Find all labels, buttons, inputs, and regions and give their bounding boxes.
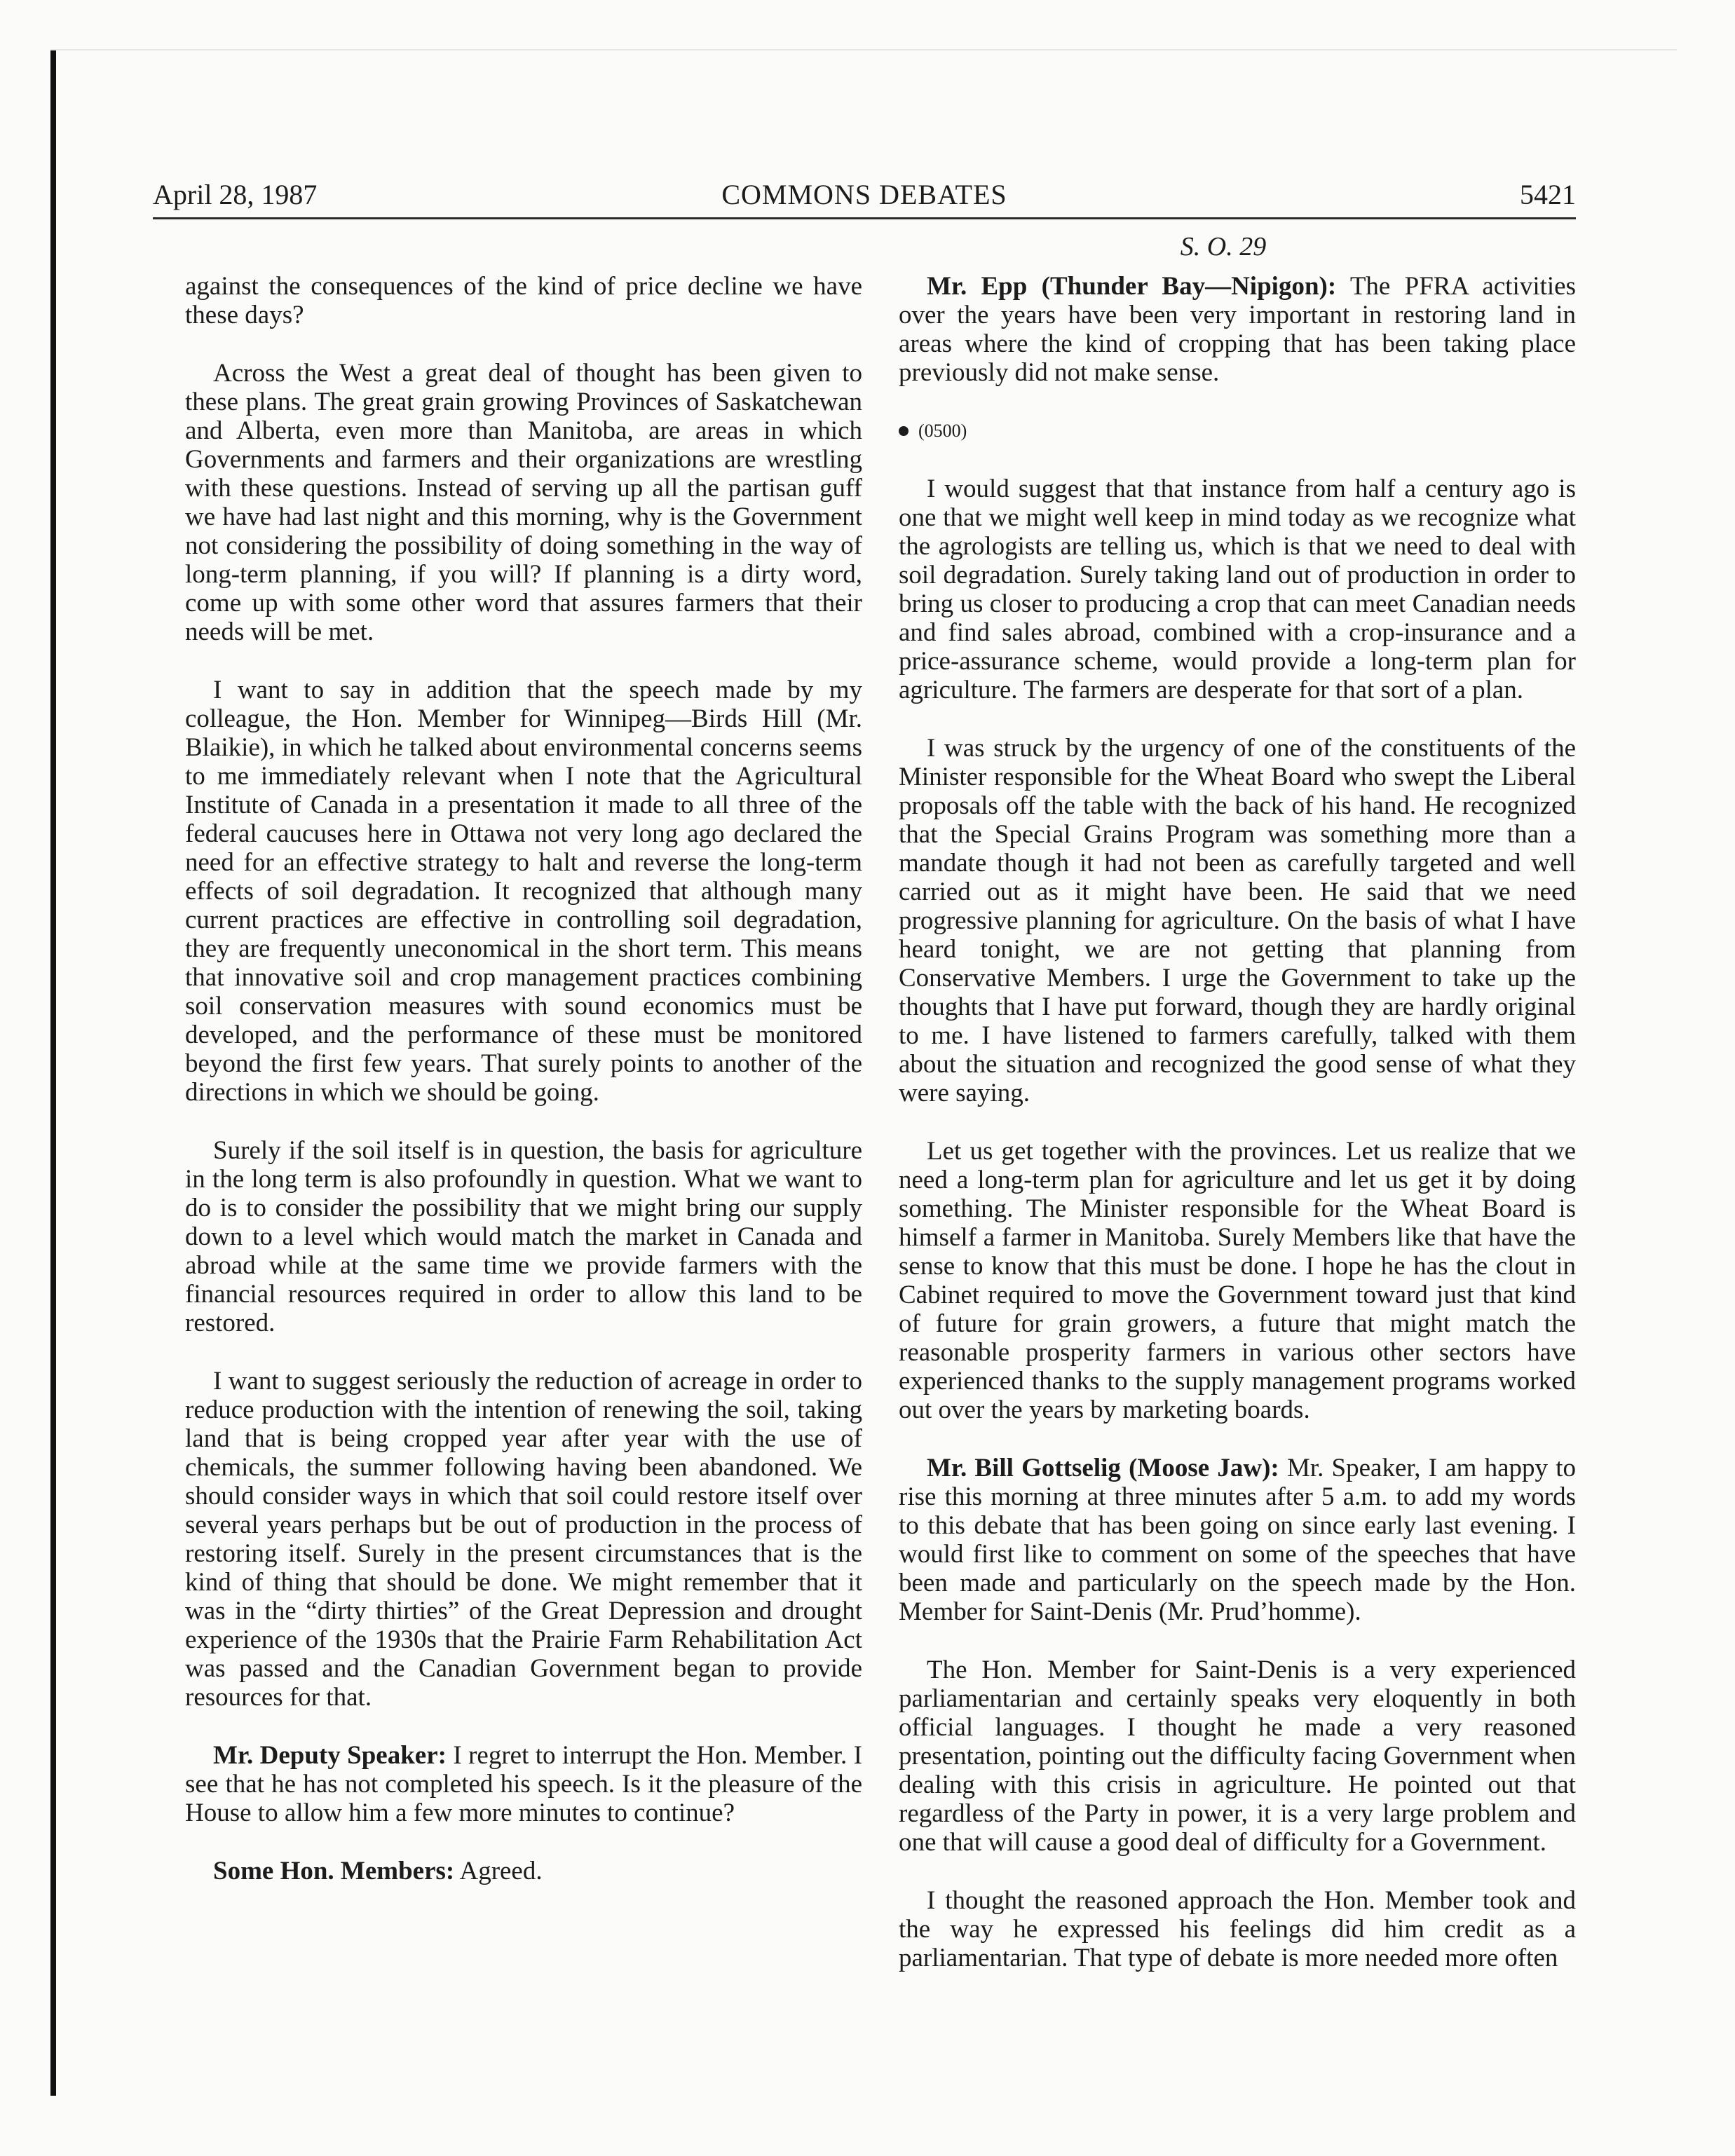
paragraph: Let us get together with the provinces. Let us realize that we need a long-term plan for agriculture and let us get it by doing something. The Minister responsible for the Wheat Board is himself a farmer in Manitoba. Surely Members like that have the sense to know that this must be done. I hope he has the clout in Cabinet required to move the Government toward just that kind of future for grain growers, a future that might match the reasonable prosperity farmers in various other sectors have experienced thanks to the supply management programs worked out over the years by marketing boards.: [899, 1137, 1576, 1424]
right-column: [899, 272, 1576, 2002]
paragraph: I thought the reasoned approach the Hon. Member took and the way he expressed his feelings did him credit as a parliamentarian. That type of debate is more needed more often: [899, 1886, 1576, 1972]
standing-order-label: S. O. 29: [1180, 232, 1267, 261]
speech-text: The PFRA activities over the years have been very important in restoring land in areas where the kind of cropping that has been taking place previously did not make sense.: [899, 272, 1577, 387]
header-title: COMMONS DEBATES: [721, 179, 1007, 210]
speaker-name: Mr. Deputy Speaker:: [213, 1741, 447, 1770]
paragraph: I want to suggest seriously the reduction of acreage in order to reduce production with the intention of renewing the soil, taking land that is being cropped year after year with the use of chemicals, the summer following having been abandoned. We should consider ways in which that soil could restore itself over several years perhaps but be out of production in the process of restoring itself. Surely in the present circumstances that is the kind of thing that should be done. We might remember that it was in the “dirty thirties” of the Great Depression and drought experience of the 1930s that the Prairie Farm Rehabilitation Act was passed and the Canadian Government began to provide resources for that.: [185, 1367, 862, 1712]
paragraph: I was struck by the urgency of one of the constituents of the Minister responsible for the Wheat Board who swept the Liberal proposals off the table with the back of his hand. He recognized that the Special Grains Program was something more than a mandate though it had not been as carefully targeted and well carried out as it might have been. He said that we need progressive planning for agriculture. On the basis of what I have heard tonight, we are not getting that planning from Conservative Members. I urge the Government to take up the thoughts that I have put forward, though they are hardly original to me. I have listened to farmers carefully, talked with them about the situation and recognized the good sense of what they were saying.: [899, 734, 1576, 1107]
timestamp-marker: [899, 416, 1576, 445]
speech-paragraph: [185, 1741, 862, 1827]
page-number: 5421: [1520, 179, 1576, 210]
paragraph: I would suggest that that instance from half a century ago is one that we might well keep in mind today as we recognize what the agrologists are telling us, which is that we need to deal with soil degradation. Surely taking land out of production in order to bring us closer to producing a crop that can meet Canadian needs and find sales abroad, combined with a crop-insurance and a price-assurance scheme, would provide a long-term plan for agriculture. The farmers are desperate for that sort of a plan.: [899, 475, 1576, 704]
scan-edge: [50, 49, 56, 2096]
speaker-name: Some Hon. Members:: [213, 1857, 455, 1885]
page-header: [153, 175, 1576, 219]
bullet-icon: [899, 426, 909, 436]
speech-text: Agreed.: [459, 1857, 543, 1885]
paragraph: against the consequences of the kind of price decline we have these days?: [185, 272, 862, 329]
speech-text: Mr. Speaker, I am happy to rise this morning at three minutes after 5 a.m. to add my words to this debate that has been going on since early last evening. I would first like to comment on some of the speeches that have been made and particularly on the speech made by the Hon. Member for Saint-Denis (Mr. Prud’homme).: [899, 1454, 1577, 1626]
paragraph: Surely if the soil itself is in question, the basis for agriculture in the long term is also profoundly in question. What we want to do is to consider the possibility that we might bring our supply down to a level which would match the market in Canada and abroad while at the same time we provide farmers with the financial resources required in order to allow this land to be restored.: [185, 1136, 862, 1337]
paragraph: I want to say in addition that the speech made by my colleague, the Hon. Member for Winnipeg—Birds Hill (Mr. Blaikie), in which he talked about environmental concerns seems to me immediately relevant when I note that the Agricultural Institute of Canada in a presentation it made to all three of the federal caucuses here in Ottawa not very long ago declared the need for an effective strategy to halt and reverse the long-term effects of soil degradation. It recognized that although many current practices are effective in controlling soil degradation, they are frequently uneconomical in the short term. This means that innovative soil and crop management practices combining soil conservation measures with sound economics must be developed, and the performance of these must be monitored beyond the first few years. That surely points to another of the directions in which we should be going.: [185, 676, 862, 1107]
speech-text: I regret to interrupt the Hon. Member. I see that he has not completed his speech. Is it the pleasure of the House to allow him a few more minutes to continue?: [185, 1741, 863, 1827]
scan-edge-top: [50, 49, 1677, 50]
speaker-name: Mr. Bill Gottselig (Moose Jaw):: [927, 1454, 1279, 1482]
header-date: April 28, 1987: [153, 179, 318, 210]
paragraph: Across the West a great deal of thought has been given to these plans. The great grain growing Provinces of Saskatchewan and Alberta, even more than Manitoba, are areas in which Governments and farmers and their organizations are wrestling with these questions. Instead of serving up all the partisan guff we have had last night and this morning, why is the Government not considering the possibility of doing something in the way of long-term planning, if you will? If planning is a dirty word, come up with some other word that assures farmers that their needs will be met.: [185, 359, 862, 646]
speech-paragraph: [899, 272, 1576, 387]
speaker-name: Mr. Epp (Thunder Bay—Nipigon):: [927, 272, 1337, 301]
timestamp-text: (0500): [918, 421, 967, 441]
paragraph: The Hon. Member for Saint-Denis is a very experienced parliamentarian and certainly speaks very eloquently in both official languages. I thought he made a very reasoned presentation, pointing out the difficulty facing Government when dealing with this crisis in agriculture. He pointed out that regardless of the Party in power, it is a very large problem and one that will cause a good deal of difficulty for a Government.: [899, 1656, 1576, 1857]
speech-paragraph: [899, 1454, 1576, 1626]
speech-paragraph: [185, 1857, 862, 1885]
left-column: [185, 272, 862, 1915]
